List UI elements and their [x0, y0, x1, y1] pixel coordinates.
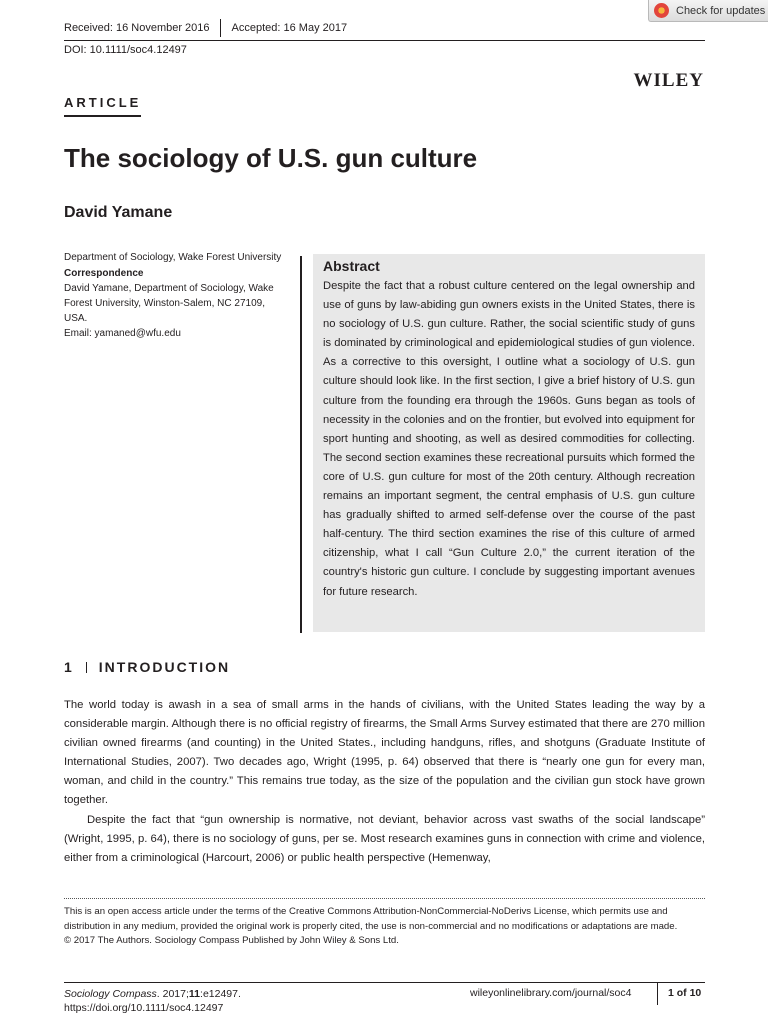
citation-year: . 2017;: [156, 988, 189, 1000]
footnote-divider: [64, 898, 705, 899]
section-number: 1: [64, 659, 74, 675]
abstract-divider: [300, 256, 302, 633]
section-heading: [64, 659, 230, 675]
footer-separator: [657, 983, 658, 1005]
correspondence-label: Correspondence: [64, 268, 144, 279]
footer-rule: [64, 982, 705, 983]
abstract-text: Despite the fact that a robust culture centered on the legal ownership and use of guns by law-abiding gun owners exists in the United States, there is no sociology of U.S. gun culture. Rather, the social scientific study of guns is dominated by criminological and epidemiological studies of gun violence. As a corrective to this oversight, I outline what a sociology of U.S. gun culture should look like. In the first section, I give a brief history of U.S. gun culture from the founding era through the 1960s. Guns began as tools of necessity in the colonies and on the frontier, but evolved into equipment for sport hunting and shooting, as well as desired commodities for collecting. The second section examines these recreational pursuits which formed the core of U.S. gun culture for most of the 20th century. Although recreation remains an important segment, the central emphasis of U.S. gun culture has gradually shifted to armed self-defense over the course of the past half-century. The third section examines the rise of this culture of armed citizenship, what I call “Gun Culture 2.0,” the current iteration of the country's historic gun culture. I conclude by suggesting important avenues for future research.: [323, 280, 695, 598]
license-text: This is an open access article under the terms of the Creative Commons Attribution-NonCommercial-NoDerivs License, which permits use and distribution in any medium, provided the original work is properly cited, the use is non-commercial and no modifications or adaptations are made.: [64, 906, 678, 932]
department: Department of Sociology, Wake Forest University: [64, 252, 282, 263]
paragraph-1: The world today is awash in a sea of small arms in the hands of civilians, with the United States leading the way by a considerable margin. Although there is no official registry of firearms, the Small Arms Survey estimated that there are 270 million civilian owned firearms (and counting) in the United States., including handguns, rifles, and shotguns (Graduate Institute of International Studies, 2007). Two decades ago, Wright (1995, p. 64) observed that there is “nearly one gun for every man, woman, and child in the country.” This remains true today, as the size of the population and the civilian gun stock have grown together.: [64, 699, 705, 807]
header-rule: [64, 40, 705, 41]
check-for-updates-button[interactable]: [648, 0, 768, 22]
email[interactable]: Email: yamaned@wfu.edu: [64, 328, 181, 339]
citation-volume: 11: [188, 988, 201, 1000]
article-dates: [64, 22, 347, 37]
article-title: The sociology of U.S. gun culture: [64, 143, 478, 173]
paragraph-2: Despite the fact that “gun ownership is normative, not deviant, behavior across vast swaths of the social landscape” (Wright, 1995, p. 64), there is no sociology of guns, per se. Most research examines guns in connection with crime and violence, either from a criminological (Harcourt, 2006) or public health perspective (Hemenway,: [64, 813, 705, 864]
abstract-box: [313, 254, 705, 632]
doi: DOI: 10.1111/soc4.12497: [64, 44, 187, 56]
license-notice: [64, 905, 705, 949]
section-title: INTRODUCTION: [98, 659, 231, 675]
affiliation-block: [64, 250, 289, 341]
copyright: © 2017 The Authors. Sociology Compass Published by John Wiley & Sons Ltd.: [64, 935, 399, 946]
section-bar: [86, 662, 87, 673]
citation-id: :e12497.: [200, 988, 241, 1000]
article-type-label: ARTICLE: [64, 95, 141, 117]
journal-link[interactable]: wileyonlinelibrary.com/journal/soc4: [470, 987, 632, 999]
body-text: [64, 696, 705, 868]
page-number: 1 of 10: [668, 987, 702, 999]
check-for-updates-label: Check for updates: [676, 4, 766, 17]
doi-link[interactable]: https://doi.org/10.1111/soc4.12497: [64, 1002, 224, 1014]
publisher-logo: WILEY: [633, 70, 704, 91]
author-name: David Yamane: [64, 204, 173, 221]
correspondence-address: David Yamane, Department of Sociology, Wake Forest University, Winston-Salem, NC 27109, USA.: [64, 283, 274, 324]
accepted-date: Accepted: 16 May 2017: [231, 22, 348, 34]
journal-name: Sociology Compass: [64, 988, 157, 1000]
crossmark-icon: [654, 3, 669, 18]
received-date: Received: 16 November 2016: [64, 22, 210, 34]
citation: [64, 987, 241, 1015]
abstract-heading: Abstract: [323, 258, 380, 274]
citation-line: [64, 987, 241, 1001]
